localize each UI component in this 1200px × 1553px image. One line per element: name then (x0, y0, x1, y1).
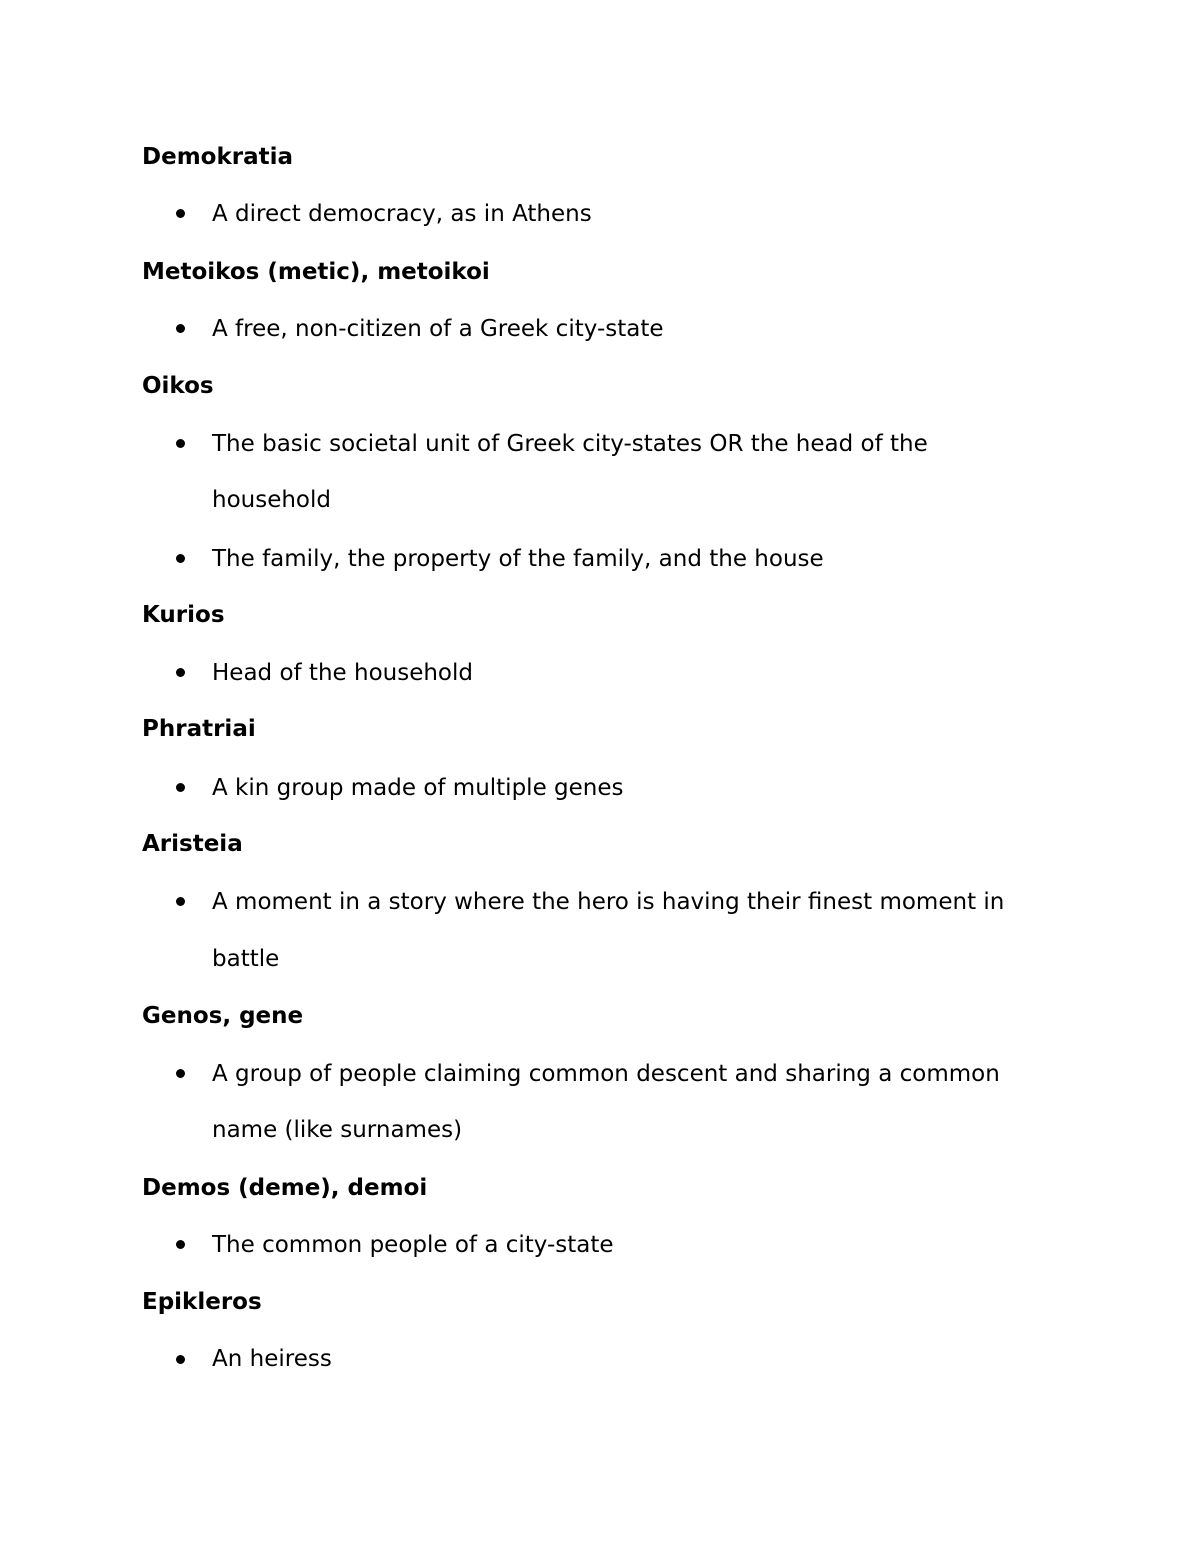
glossary-term: Epikleros (142, 1289, 262, 1315)
glossary-definition: The family, the property of the family, and the house (212, 546, 824, 572)
glossary-term: Demokratia (142, 144, 294, 170)
glossary-term: Demos (deme), demoi (142, 1175, 428, 1201)
bullet-icon (176, 1069, 185, 1078)
bullet-icon (176, 668, 185, 677)
glossary-definition-continued: household (212, 487, 331, 513)
glossary-definition: A group of people claiming common descent and sharing a common (212, 1061, 1000, 1087)
glossary-term: Kurios (142, 602, 225, 628)
bullet-icon (176, 324, 185, 333)
glossary-definition-continued: name (like surnames) (212, 1117, 463, 1143)
bullet-icon (176, 783, 185, 792)
glossary-definition: An heiress (212, 1346, 332, 1372)
glossary-definition: A moment in a story where the hero is having their finest moment in (212, 889, 1005, 915)
bullet-icon (176, 439, 185, 448)
glossary-term: Phratriai (142, 716, 256, 742)
glossary-definition: The basic societal unit of Greek city-states OR the head of the (212, 431, 928, 457)
glossary-definition: The common people of a city-state (212, 1232, 614, 1258)
bullet-icon (176, 554, 185, 563)
glossary-term: Aristeia (142, 831, 243, 857)
bullet-icon (176, 897, 185, 906)
bullet-icon (176, 1355, 185, 1364)
glossary-definition-continued: battle (212, 946, 280, 972)
glossary-definition: A direct democracy, as in Athens (212, 201, 592, 227)
glossary-term: Genos, gene (142, 1003, 304, 1029)
glossary-definition: A free, non-citizen of a Greek city-state (212, 316, 664, 342)
bullet-icon (176, 1240, 185, 1249)
glossary-definition: A kin group made of multiple genes (212, 775, 624, 801)
glossary-term: Oikos (142, 373, 214, 399)
glossary-term: Metoikos (metic), metoikoi (142, 259, 490, 285)
bullet-icon (176, 209, 185, 218)
glossary-definition: Head of the household (212, 660, 473, 686)
